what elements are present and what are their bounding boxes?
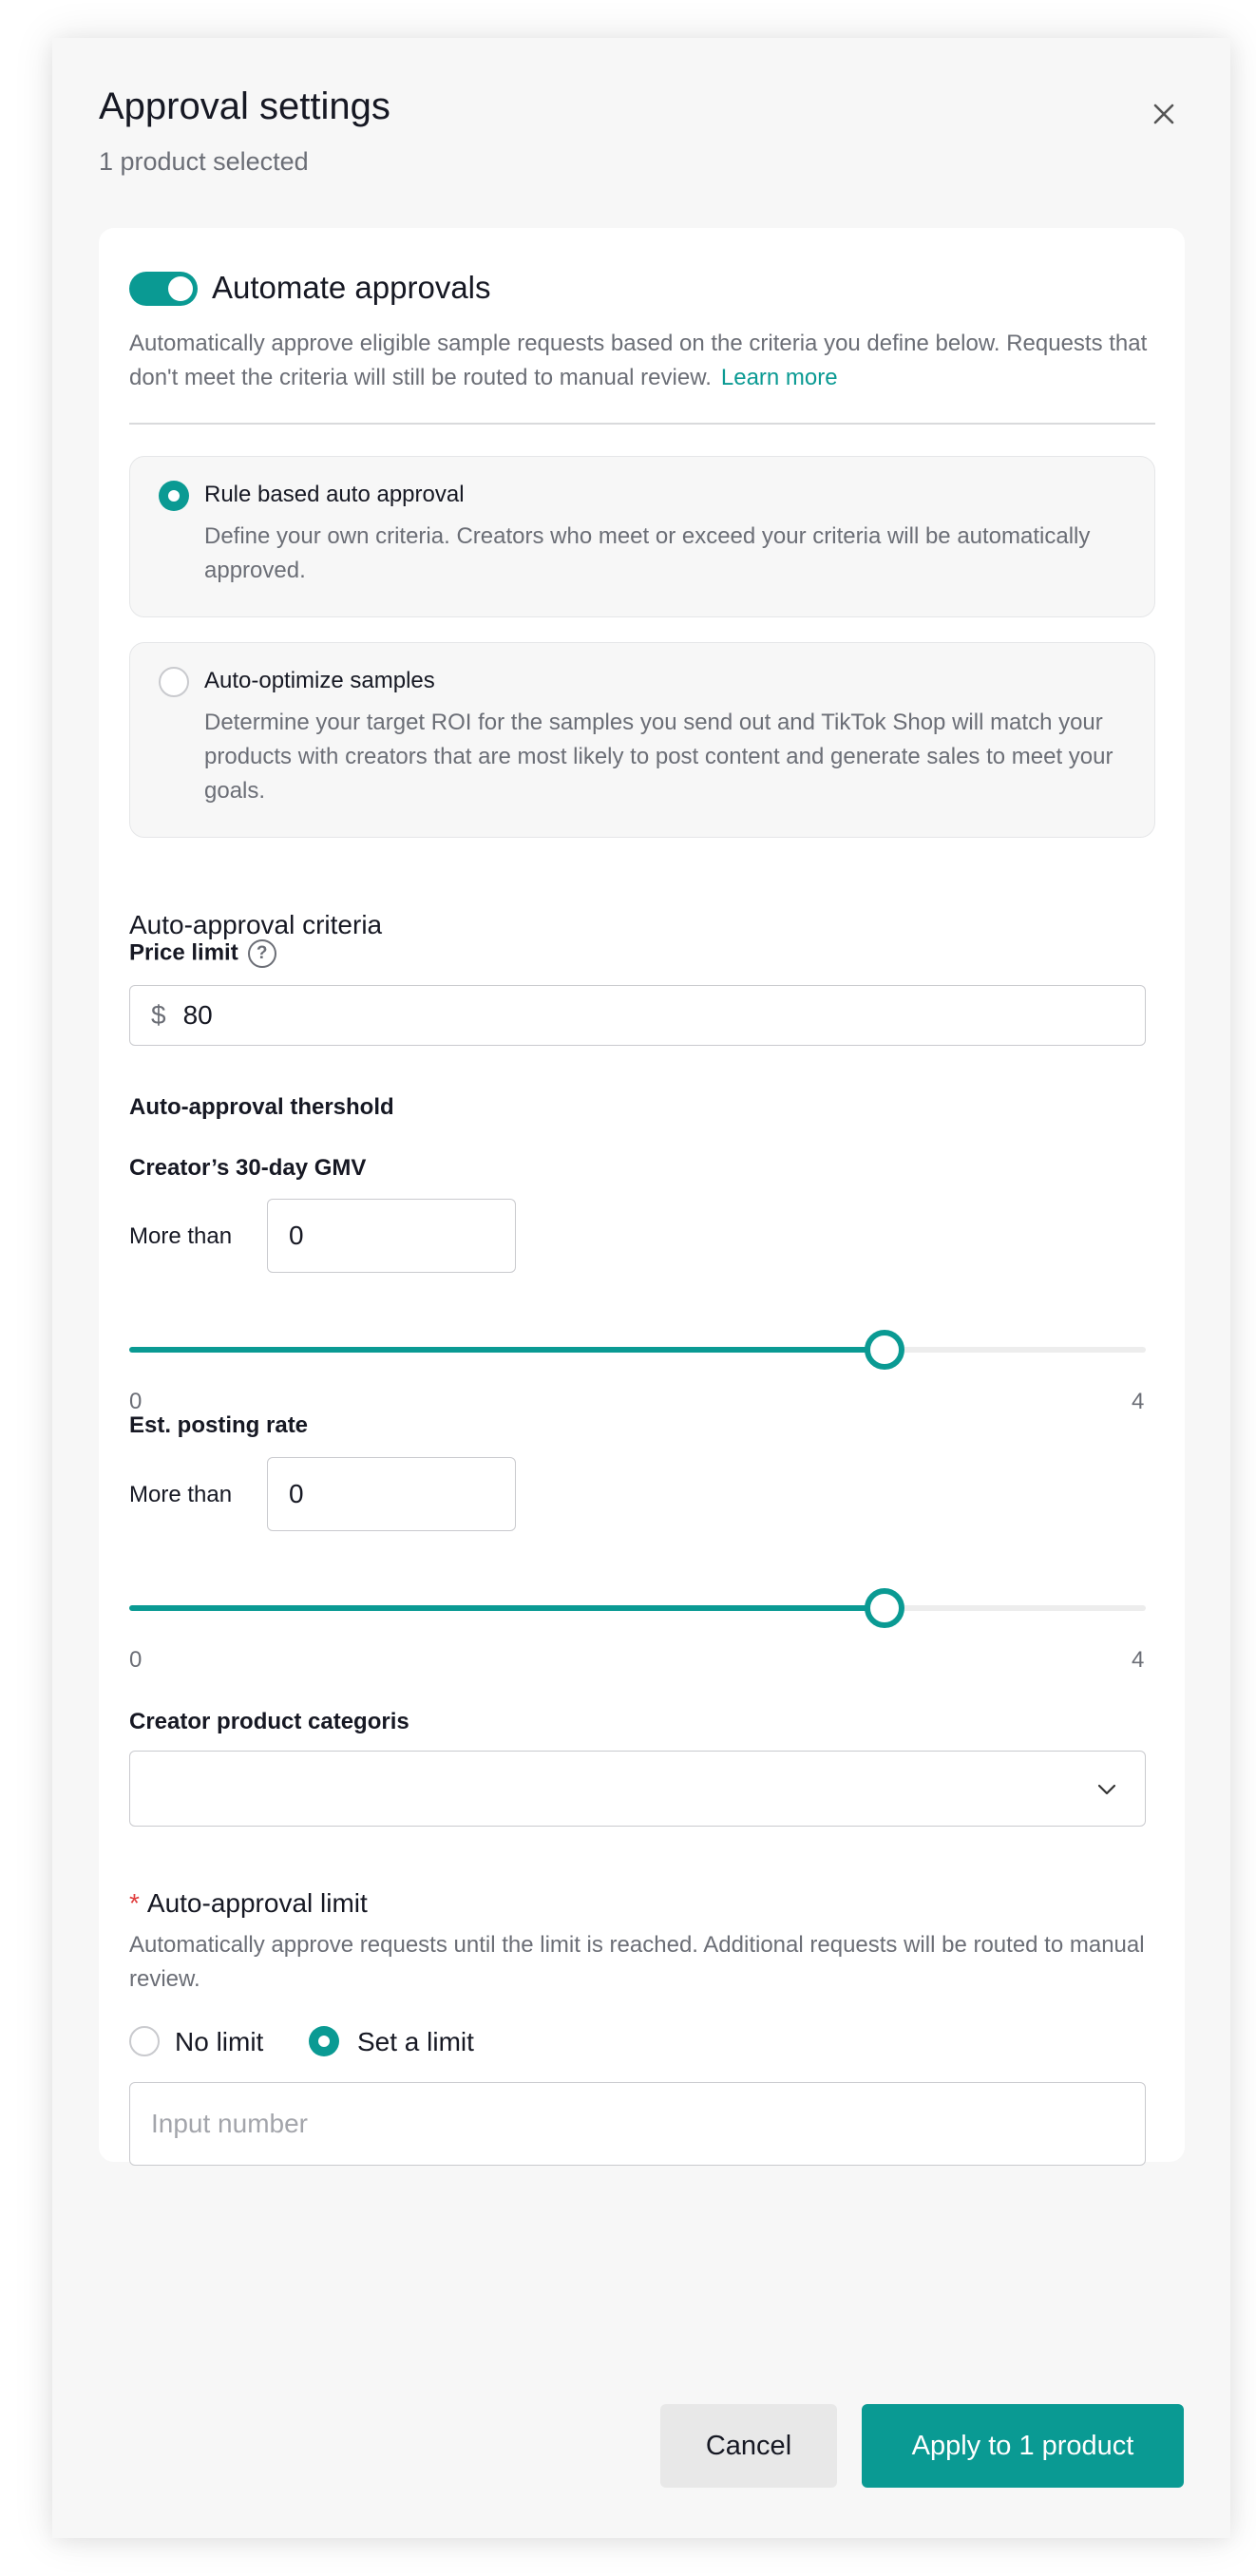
approval-settings-modal <box>52 38 1230 2538</box>
option-auto-optimize-title: Auto-optimize samples <box>204 668 435 693</box>
gmv-value: 0 <box>289 1221 304 1250</box>
gmv-input[interactable] <box>267 1199 516 1273</box>
divider <box>129 423 1155 425</box>
criteria-heading: Auto-approval criteria <box>129 910 383 939</box>
set-limit-label[interactable]: Set a limit <box>357 2027 474 2056</box>
radio-set-limit[interactable] <box>309 2026 339 2056</box>
gmv-slider[interactable] <box>129 1347 1146 1353</box>
help-icon[interactable]: ? <box>248 939 276 968</box>
categories-select[interactable] <box>129 1751 1146 1827</box>
posting-rate-value: 0 <box>289 1479 304 1508</box>
automate-approvals-label: Automate approvals <box>212 270 491 305</box>
toggle-knob <box>168 276 193 301</box>
chevron-down-icon <box>1095 1778 1118 1801</box>
price-limit-value: 80 <box>182 1000 213 1030</box>
limit-input-placeholder: Input number <box>151 2109 308 2138</box>
posting-rate-slider-fill <box>129 1605 885 1611</box>
limit-heading-row <box>129 1888 368 1919</box>
radio-no-limit[interactable] <box>129 2026 160 2056</box>
option-rule-based-desc: Define your own criteria. Creators who meet or exceed your criteria will be automatically approved. <box>204 523 1091 583</box>
limit-heading: Auto-approval limit <box>146 1888 368 1918</box>
posting-rate-slider[interactable] <box>129 1605 1146 1611</box>
automate-description-text: Automatically approve eligible sample requests based on the criteria you define below. Requests that don't meet the criteria will still be routed to manual review. <box>129 331 1148 390</box>
gmv-label: Creator’s 30-day GMV <box>129 1155 367 1181</box>
gmv-slider-min: 0 <box>129 1389 143 1414</box>
gmv-slider-max: 4 <box>1132 1389 1145 1414</box>
threshold-label: Auto-approval thershold <box>129 1094 394 1120</box>
posting-rate-slider-handle[interactable] <box>865 1588 904 1628</box>
settings-card <box>99 228 1185 2162</box>
posting-rate-prefix: More than <box>129 1482 233 1507</box>
limit-number-input[interactable] <box>129 2082 1146 2166</box>
gmv-slider-handle[interactable] <box>865 1330 904 1370</box>
gmv-slider-fill <box>129 1347 885 1353</box>
radio-auto-optimize[interactable] <box>159 667 189 697</box>
apply-button[interactable]: Apply to 1 product <box>862 2404 1184 2488</box>
currency-symbol: $ <box>151 1000 166 1030</box>
option-rule-based-title: Rule based auto approval <box>204 482 465 507</box>
limit-description: Automatically approve requests until the limit is reached. Additional requests will be routed to manual review. <box>129 1932 1145 1992</box>
price-limit-input[interactable] <box>129 985 1146 1046</box>
option-auto-optimize[interactable] <box>129 642 1155 838</box>
no-limit-label[interactable]: No limit <box>175 2027 264 2056</box>
posting-rate-label: Est. posting rate <box>129 1412 309 1438</box>
gmv-prefix: More than <box>129 1223 233 1249</box>
learn-more-link[interactable]: Learn more <box>720 365 838 390</box>
required-mark: * <box>129 1888 140 1918</box>
categories-label: Creator product categoris <box>129 1709 409 1734</box>
radio-rule-based[interactable] <box>159 481 189 511</box>
posting-rate-input[interactable] <box>267 1457 516 1531</box>
modal-subtitle: 1 product selected <box>99 147 309 176</box>
close-button[interactable] <box>1145 95 1183 133</box>
cancel-button[interactable]: Cancel <box>660 2404 837 2488</box>
option-auto-optimize-desc: Determine your target ROI for the samples you send out and TikTok Shop will match your products with creators that are most likely to post content and generate sales to meet your goals. <box>204 710 1113 804</box>
posting-rate-slider-max: 4 <box>1132 1647 1145 1673</box>
price-limit-label: Price limit <box>129 939 238 966</box>
close-icon <box>1152 103 1175 125</box>
price-limit-label-row <box>129 939 276 968</box>
automate-description <box>129 327 1155 395</box>
modal-title: Approval settings <box>99 85 390 127</box>
automate-approvals-toggle[interactable] <box>129 272 198 306</box>
option-rule-based[interactable] <box>129 456 1155 617</box>
posting-rate-slider-min: 0 <box>129 1647 143 1673</box>
